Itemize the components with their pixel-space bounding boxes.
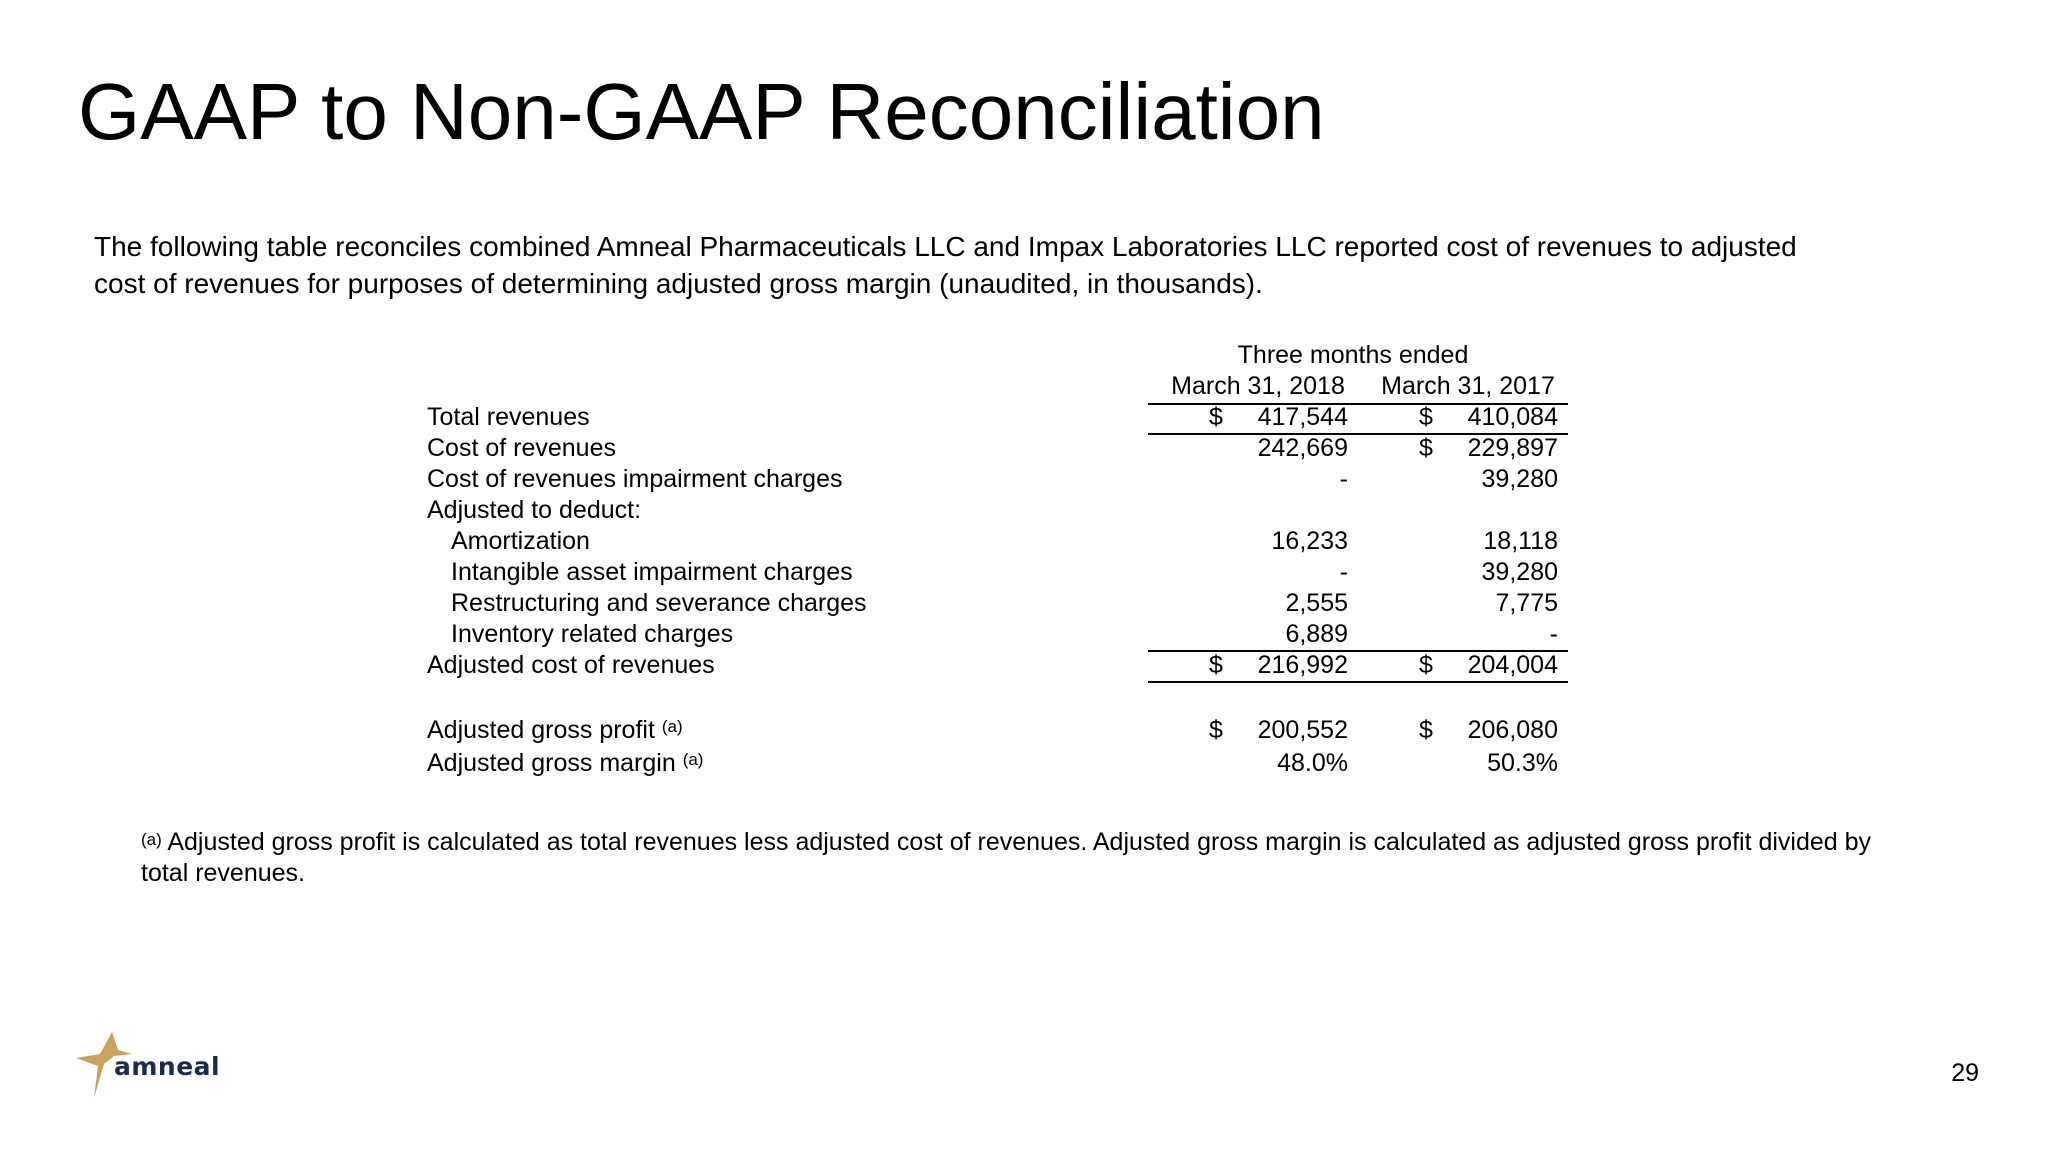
value-2017: 50.3% [1487, 749, 1558, 777]
column-header-2018: March 31, 2018 [1171, 372, 1345, 400]
currency-symbol: $ [1419, 651, 1433, 679]
currency-symbol: $ [1419, 434, 1433, 462]
value-2018: - [1339, 558, 1348, 586]
value-2017: 229,897 [1467, 434, 1558, 462]
currency-symbol: $ [1209, 403, 1223, 431]
value-2017: - [1549, 620, 1558, 648]
currency-symbol: $ [1209, 716, 1223, 744]
slide-title: GAAP to Non-GAAP Reconciliation [78, 67, 1325, 156]
subtotal-underline [1148, 681, 1568, 683]
row-label-inventory-charges: Inventory related charges [451, 620, 734, 648]
value-2018: 48.0% [1277, 749, 1348, 777]
value-2017: 206,080 [1467, 716, 1558, 744]
footnote-marker: (a) [141, 830, 162, 849]
currency-symbol: $ [1419, 403, 1433, 431]
footnote-marker: (a) [661, 717, 683, 736]
value-2017: 204,004 [1467, 651, 1558, 679]
footnote-line-1 [141, 827, 1941, 858]
footnote-text: Adjusted gross profit is calculated as total revenues less adjusted cost of revenues. Adjusted gross margin is calculated as adjusted gross profit divided by [161, 828, 1872, 856]
row-label-adjusted-to-deduct: Adjusted to deduct: [427, 496, 642, 524]
intro-line-2: cost of revenues for purposes of determining adjusted gross margin (unaudited, in thousands). [94, 268, 1263, 299]
intro-line-1: The following table reconciles combined Amneal Pharmaceuticals LLC and Impax Laboratories LLC reported cost of revenues to adjusted [94, 231, 1797, 262]
intro-paragraph [94, 228, 1974, 302]
value-2018: 16,233 [1271, 527, 1348, 555]
value-2017: 18,118 [1483, 527, 1558, 555]
value-2017: 39,280 [1481, 558, 1558, 586]
value-2018: 6,889 [1285, 620, 1348, 648]
column-header-2017: March 31, 2017 [1381, 372, 1555, 400]
value-2017: 410,084 [1467, 403, 1558, 431]
value-2017: 7,775 [1495, 589, 1558, 617]
logo-wordmark: amneal [114, 1052, 221, 1081]
value-2018: 2,555 [1285, 589, 1348, 617]
amneal-logo [74, 1030, 244, 1100]
row-label-total-revenues: Total revenues [427, 403, 590, 431]
row-label-intangible-impairment: Intangible asset impairment charges [451, 558, 853, 586]
value-2018: - [1339, 465, 1348, 493]
row-label-adjusted-cost: Adjusted cost of revenues [427, 651, 715, 679]
label-text: Adjusted gross margin [427, 749, 676, 777]
value-2018: 216,992 [1257, 651, 1348, 679]
row-label-cost-of-revenues: Cost of revenues [427, 434, 616, 462]
footnote-line-2: total revenues. [141, 859, 305, 887]
currency-symbol: $ [1209, 651, 1223, 679]
footnote [141, 827, 1941, 889]
page-number: 29 [1951, 1059, 1979, 1087]
row-label-restructuring: Restructuring and severance charges [451, 589, 867, 617]
value-2018: 242,669 [1257, 434, 1348, 462]
footnote-marker: (a) [682, 750, 704, 769]
value-2018: 417,544 [1257, 403, 1348, 431]
period-header: Three months ended [1237, 341, 1469, 369]
value-2018: 200,552 [1257, 716, 1348, 744]
label-text: Adjusted gross profit [427, 716, 655, 744]
row-label-adjusted-gross-margin [427, 748, 703, 779]
value-2017: 39,280 [1481, 465, 1558, 493]
currency-symbol: $ [1419, 716, 1433, 744]
row-label-impairment-charges: Cost of revenues impairment charges [427, 465, 843, 493]
row-label-adjusted-gross-profit [427, 715, 683, 746]
row-label-amortization: Amortization [451, 527, 590, 555]
